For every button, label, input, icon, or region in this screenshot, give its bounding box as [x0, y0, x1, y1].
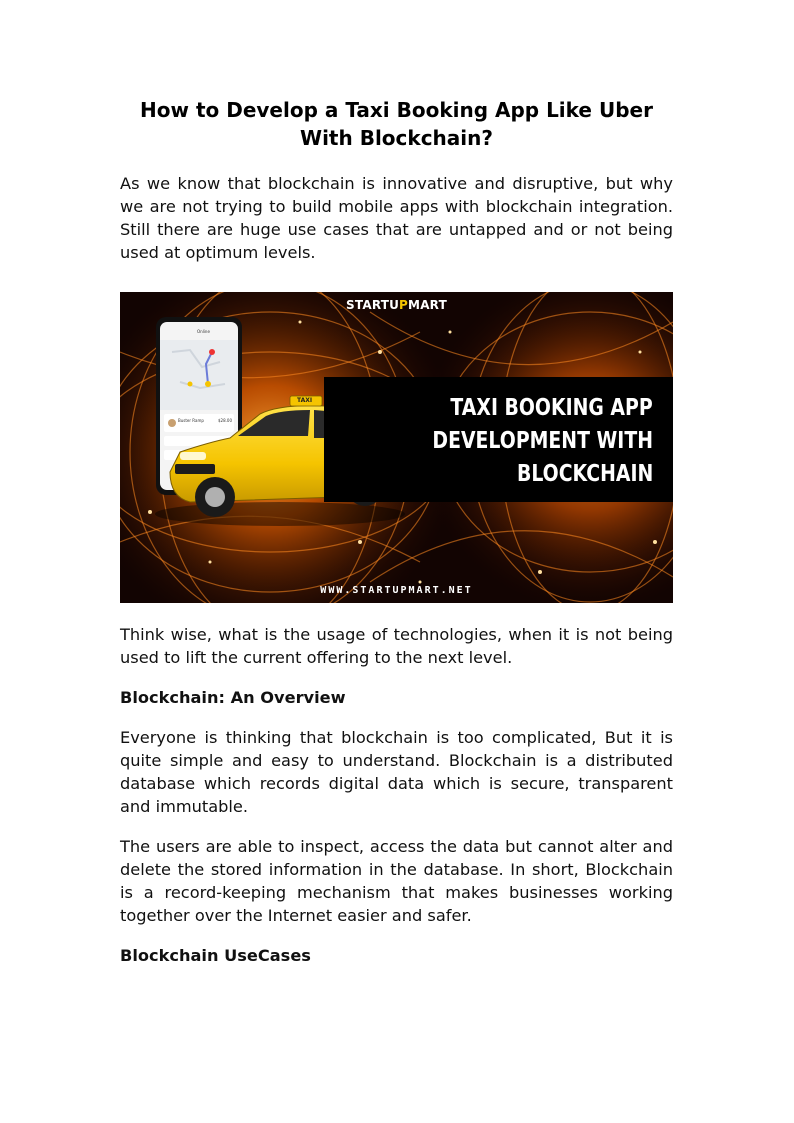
paragraph-blockchain-users: The users are able to inspect, access the data but cannot alter and delete the stored information in the database. In short, Blockchain is a record-keeping mechanism that makes businesses working together over the Internet easier and safer. — [120, 837, 673, 925]
banner-image — [120, 292, 673, 603]
document-page — [120, 96, 673, 967]
paragraph-think-wise: Think wise, what is the usage of technologies, when it is not being used to lift the current offering to the next level. — [120, 625, 673, 667]
banner-brand-logo: STARTUPMART — [346, 298, 447, 312]
banner-url: WWW.STARTUPMART.NET — [320, 585, 473, 596]
phone-status-text: Online — [197, 329, 210, 334]
phone-driver-name: Buster Ramp — [178, 418, 204, 423]
intro-paragraph: As we know that blockchain is innovative and disruptive, but why we are not trying to build mobile apps with blockchain integration. Still there are huge use cases that are untapped and or not being used at optimum levels. — [120, 174, 673, 262]
taxi-roof-sign: TAXI — [297, 397, 313, 404]
heading-blockchain-overview: Blockchain: An Overview — [120, 688, 346, 707]
page-title: How to Develop a Taxi Booking App Like Uber With Blockchain? — [140, 98, 653, 150]
banner-title-line-3: BLOCKCHAIN — [516, 461, 653, 487]
banner-title-box — [324, 377, 673, 502]
banner-title-line-2: DEVELOPMENT WITH — [432, 428, 653, 454]
banner-title-line-1: TAXI BOOKING APP — [450, 395, 653, 421]
phone-price: $28.00 — [218, 418, 232, 423]
paragraph-blockchain-definition: Everyone is thinking that blockchain is too complicated, But it is quite simple and easy to understand. Blockchain is a distributed database which records digital data which is secure, transparent and immutable. — [120, 728, 673, 816]
heading-blockchain-usecases: Blockchain UseCases — [120, 946, 311, 965]
